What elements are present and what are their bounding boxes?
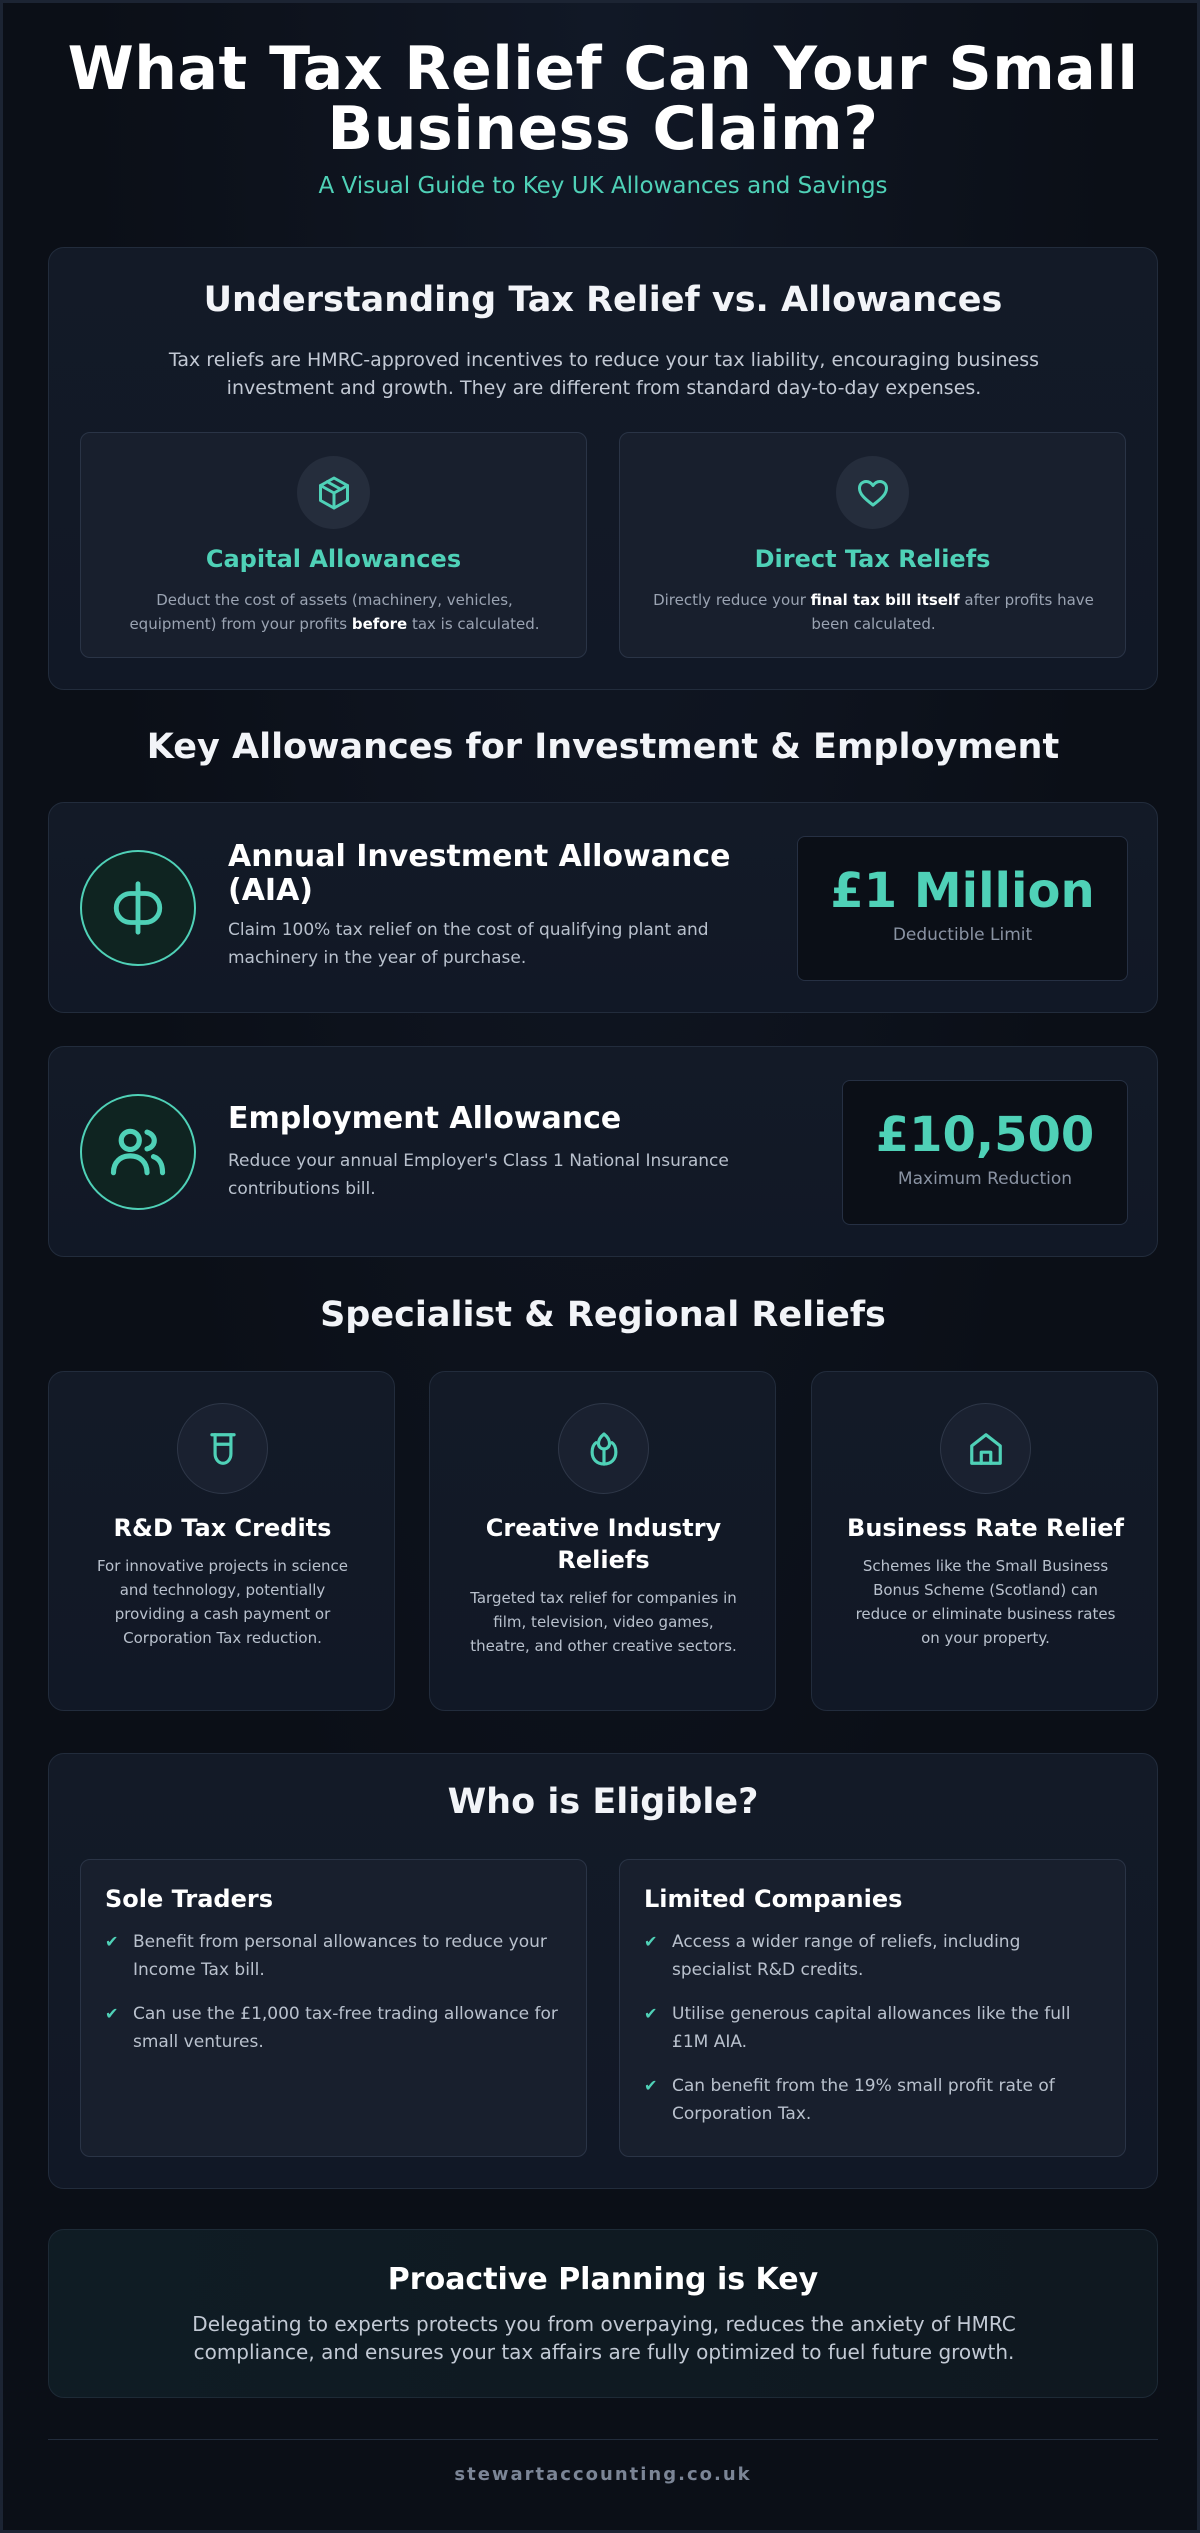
business-rate-relief-title: Business Rate Relief	[847, 1514, 1124, 1542]
business-rate-relief-text: Schemes like the Small Business Bonus Scheme (Scotland) can reduce or eliminate business rates on your property.	[855, 1557, 1116, 1647]
coin-icon	[80, 850, 196, 966]
footer-divider	[48, 2439, 1158, 2440]
list-item-text: Can benefit from the 19% small profit rate of Corporation Tax.	[672, 2076, 1055, 2124]
heart-icon	[836, 456, 909, 529]
limited-companies-title: Limited Companies	[644, 1885, 903, 1913]
title-line-2: Business Claim?	[327, 94, 879, 164]
understanding-title: Understanding Tax Relief vs. Allowances	[203, 280, 1003, 320]
capital-text-part: tax is calculated.	[407, 615, 540, 633]
employment-stat-label: Maximum Reduction	[897, 1169, 1073, 1189]
business-rate-relief-card	[811, 1371, 1158, 1711]
page-title	[3, 34, 1200, 164]
title-line-1: What Tax Relief Can Your Small	[67, 34, 1139, 104]
check-icon: ✔	[644, 1932, 658, 1951]
list-item	[644, 2072, 1104, 2128]
list-item-text: Utilise generous capital allowances like the full £1M AIA.	[672, 2004, 1071, 2052]
rd-tax-credits-title: R&D Tax Credits	[113, 1514, 332, 1542]
aia-title: Annual Investment Allowance (AIA)	[228, 839, 731, 908]
list-item	[644, 1928, 1104, 1984]
list-item-text: Benefit from personal allowances to reduce your Income Tax bill.	[133, 1932, 547, 1980]
direct-text-part: Directly reduce your	[653, 591, 811, 609]
key-allowances-title: Key Allowances for Investment & Employment	[146, 727, 1060, 767]
creative-industry-reliefs-text: Targeted tax relief for companies in film, television, video games, theatre, and other creative sectors.	[470, 1589, 737, 1655]
flask-icon	[177, 1403, 268, 1494]
aia-text: Claim 100% tax relief on the cost of qualifying plant and machinery in the year of purchase.	[228, 920, 709, 968]
list-item	[644, 2000, 1104, 2056]
check-icon: ✔	[644, 2076, 658, 2095]
rd-tax-credits-card	[48, 1371, 395, 1711]
direct-text-part: after profits have been calculated.	[811, 591, 1094, 633]
creative-industry-reliefs-card	[429, 1371, 776, 1711]
capital-text-part: Deduct the cost of assets (machinery, vehicles, equipment) from your profits	[129, 591, 513, 633]
limited-companies-card	[619, 1859, 1126, 2157]
list-item	[105, 1928, 565, 1984]
page-subtitle: A Visual Guide to Key UK Allowances and Savings	[318, 173, 888, 199]
capital-allowances-title: Capital Allowances	[205, 545, 462, 573]
aia-stat-value: £1 Million	[830, 863, 1095, 919]
capital-allowances-card	[80, 432, 587, 658]
list-item-text: Access a wider range of reliefs, including specialist R&D credits.	[672, 1932, 1021, 1980]
eligibility-title: Who is Eligible?	[447, 1782, 759, 1822]
check-icon: ✔	[105, 2004, 119, 2023]
specialist-title: Specialist & Regional Reliefs	[320, 1295, 886, 1335]
sole-traders-title: Sole Traders	[105, 1885, 273, 1913]
users-icon	[80, 1094, 196, 1210]
sole-traders-list	[105, 1928, 565, 2072]
understanding-section	[48, 247, 1158, 690]
direct-tax-reliefs-card	[619, 432, 1126, 658]
aia-stat-label: Deductible Limit	[892, 925, 1033, 945]
direct-tax-reliefs-title: Direct Tax Reliefs	[754, 545, 991, 573]
employment-stat-value: £10,500	[875, 1107, 1095, 1163]
understanding-intro: Tax reliefs are HMRC-approved incentives to reduce your tax liability, encouraging business investment and growth. They are different from standard day-to-day expenses.	[168, 349, 1040, 399]
direct-tax-reliefs-text	[650, 588, 1097, 636]
check-icon: ✔	[105, 1932, 119, 1951]
home-icon	[940, 1403, 1031, 1494]
capital-text-bold: before	[351, 615, 408, 633]
rd-tax-credits-text: For innovative projects in science and technology, potentially providing a cash payment or Corporation Tax reduction.	[96, 1557, 349, 1647]
aia-stat	[797, 836, 1128, 981]
direct-text-bold: final tax bill itself	[810, 591, 960, 609]
employment-stat	[842, 1080, 1128, 1225]
eligibility-section	[48, 1753, 1158, 2189]
check-icon: ✔	[644, 2004, 658, 2023]
cube-icon	[297, 456, 370, 529]
footer-site: stewartaccounting.co.uk	[454, 2464, 752, 2485]
creative-industry-reliefs-title: Creative Industry Reliefs	[485, 1514, 722, 1574]
employment-allowance-text: Reduce your annual Employer's Class 1 National Insurance contributions bill.	[228, 1151, 729, 1199]
capital-allowances-text	[111, 588, 558, 636]
sole-traders-card	[80, 1859, 587, 2157]
planning-title: Proactive Planning is Key	[387, 2262, 819, 2297]
employment-allowance-title: Employment Allowance	[228, 1101, 622, 1136]
employment-allowance-card	[48, 1046, 1158, 1257]
planning-text: Delegating to experts protects you from overpaying, reduces the anxiety of HMRC compliance, and ensures your tax affairs are fully optimized to fuel future growth.	[192, 2312, 1016, 2364]
planning-banner	[48, 2229, 1158, 2398]
aia-card	[48, 802, 1158, 1013]
list-item-text: Can use the £1,000 tax-free trading allowance for small ventures.	[133, 2004, 558, 2052]
tulip-icon	[558, 1403, 649, 1494]
hero	[3, 34, 1200, 199]
limited-companies-list	[644, 1928, 1104, 2144]
list-item	[105, 2000, 565, 2056]
